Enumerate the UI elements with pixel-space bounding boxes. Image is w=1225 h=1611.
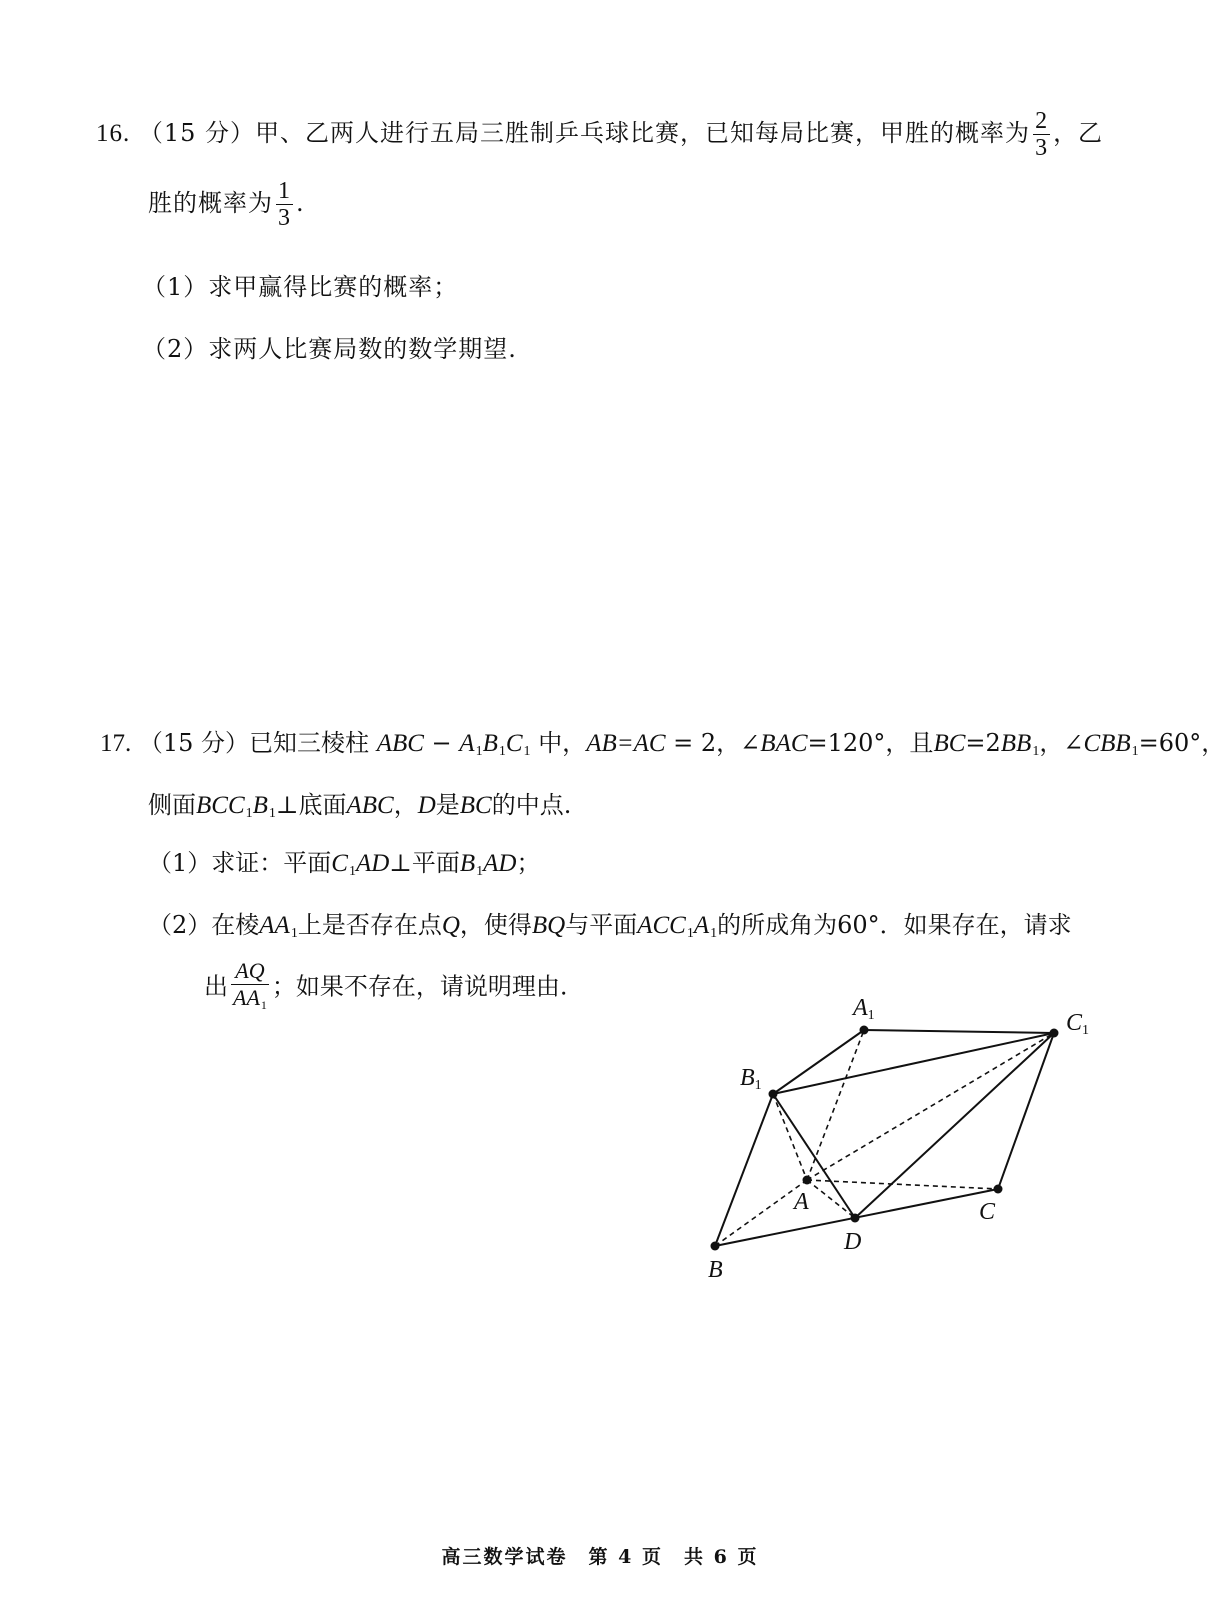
page-footer: 高三数学试卷 第 4 页 共 6 页 [441, 1546, 759, 1568]
math-var: B [459, 850, 476, 877]
q16-line1 [96, 108, 1103, 161]
math-var: BAC [760, 730, 808, 757]
math-var: BB [1000, 730, 1032, 757]
q17-text: ⊥底面 [275, 791, 347, 819]
math-op: =2 [965, 729, 1001, 757]
q16-number: 16. [96, 120, 131, 147]
math-var: A [693, 912, 710, 939]
math-sub: 1 [523, 744, 531, 759]
q17-text: 的所成角为60°．如果存在，请求 [717, 911, 1072, 939]
q16-score: （15 分） [138, 119, 256, 147]
label-a1: A1 [853, 995, 875, 1023]
edge-b1-b [715, 1094, 773, 1246]
edge-b1-d [773, 1094, 855, 1218]
math-op: =60°， [1138, 729, 1225, 757]
label-b: B [708, 1257, 723, 1283]
fraction-numerator: 1 [278, 178, 291, 204]
fraction-denominator: 3 [278, 205, 291, 231]
math-var: D [417, 792, 436, 819]
q17-part2-line2 [204, 958, 568, 1018]
math-var: CBB [1083, 730, 1131, 757]
label-a: A [794, 1189, 809, 1215]
math-var: BCC [196, 792, 245, 819]
point-c [994, 1185, 1003, 1194]
edge-a-d [807, 1180, 855, 1218]
math-var: BC [933, 730, 966, 757]
math-sub: 1 [1032, 744, 1040, 759]
q16-line2 [148, 178, 305, 231]
point-c1 [1050, 1029, 1059, 1038]
ratio-aq-aa1 [231, 958, 269, 1018]
q17-part1 [148, 848, 540, 887]
math-var: AA [259, 912, 290, 939]
math-var: AQ [235, 958, 265, 983]
label-c1: C1 [1066, 1010, 1090, 1038]
q17-text: 是 [435, 791, 460, 819]
math-var: AD [483, 850, 517, 877]
q17-text: ，使得 [459, 911, 532, 939]
q17-text: 的中点. [491, 791, 572, 819]
point-d [851, 1214, 860, 1223]
math-var: B [482, 730, 498, 757]
q17-text: ； [516, 849, 541, 877]
q17-text: （2）在棱 [148, 911, 260, 939]
math-op: − [423, 729, 460, 757]
math-var: AD [355, 850, 390, 877]
point-a1 [860, 1026, 869, 1035]
q16-fraction-one-third [276, 178, 293, 231]
math-var: ACC [637, 912, 686, 939]
math-sub: 1 [1131, 744, 1139, 759]
q16-part2: （2）求两人比赛局数的数学期望. [142, 335, 517, 363]
q17-text: 已知三棱柱 [249, 729, 370, 757]
label-d: D [844, 1229, 862, 1255]
q17-number: 17. [100, 730, 132, 757]
q16-fraction-two-thirds [1033, 108, 1050, 161]
math-sub: 1 [686, 926, 694, 941]
math-var: ABC [376, 730, 424, 757]
math-op: ，∠ [1039, 729, 1084, 757]
fraction-numerator [231, 958, 269, 985]
math-var: BC [459, 792, 492, 819]
math-sub: 1 [268, 806, 276, 821]
math-sub: 1 [710, 926, 718, 941]
math-sub: 1 [476, 864, 484, 879]
q17-text: 中， [538, 729, 587, 757]
edge-c1-c [998, 1033, 1054, 1189]
q16-text1: 甲、乙两人进行五局三胜制乒乓球比赛，已知每局比赛，甲胜的概率为 [255, 119, 1031, 147]
math-sub: 1 [290, 926, 298, 941]
math-var: AB=AC [586, 730, 666, 757]
math-sub: 1 [475, 744, 483, 759]
edge-a1-c1 [864, 1030, 1054, 1033]
math-var: C [505, 730, 523, 757]
math-op: = 2，∠ [665, 729, 761, 757]
math-var: B [252, 792, 268, 819]
math-var: Q [441, 912, 460, 939]
q17-line2 [148, 790, 571, 829]
math-var: ABC [346, 792, 394, 819]
q17-text: 上是否存在点 [297, 911, 442, 939]
q16-text2: 胜的概率为 [148, 189, 273, 217]
point-b1 [769, 1090, 778, 1099]
math-sub: 1 [498, 744, 506, 759]
q17-text: 与平面 [565, 911, 638, 939]
point-b [711, 1242, 720, 1251]
math-var: A [459, 730, 475, 757]
math-op: =120°，且 [807, 729, 934, 757]
edge-a-c1 [807, 1033, 1054, 1180]
math-sub: 1 [245, 806, 253, 821]
q17-text: 侧面 [148, 791, 196, 819]
edge-c1-d [855, 1033, 1054, 1218]
q17-text: ；如果不存在，请说明理由. [271, 972, 568, 1001]
q17-text: ⊥平面 [389, 849, 460, 877]
q17-score: （15 分） [138, 729, 250, 757]
q17-part2 [148, 910, 1072, 949]
q16-text1-end: ，乙 [1053, 119, 1104, 147]
math-sub: 1 [348, 864, 356, 879]
point-a [803, 1176, 812, 1185]
q17-text: （1）求证：平面 [148, 849, 332, 877]
label-c: C [979, 1199, 996, 1225]
math-var: AA [233, 985, 260, 1010]
math-var: BQ [531, 912, 566, 939]
fraction-denominator: 3 [1035, 135, 1049, 161]
fraction-denominator [231, 985, 269, 1018]
math-sub: 1 [260, 998, 267, 1012]
prism-figure [690, 985, 1110, 1295]
fraction-numerator: 2 [1035, 108, 1049, 134]
math-var: C [331, 850, 348, 877]
label-b1: B1 [740, 1065, 762, 1093]
q16-part1: （1）求甲赢得比赛的概率； [142, 273, 459, 301]
q17-line1 [100, 728, 1225, 767]
q17-text: ， [393, 791, 418, 819]
q17-text: 出 [204, 972, 228, 1001]
q16-text2-end: . [296, 189, 305, 217]
